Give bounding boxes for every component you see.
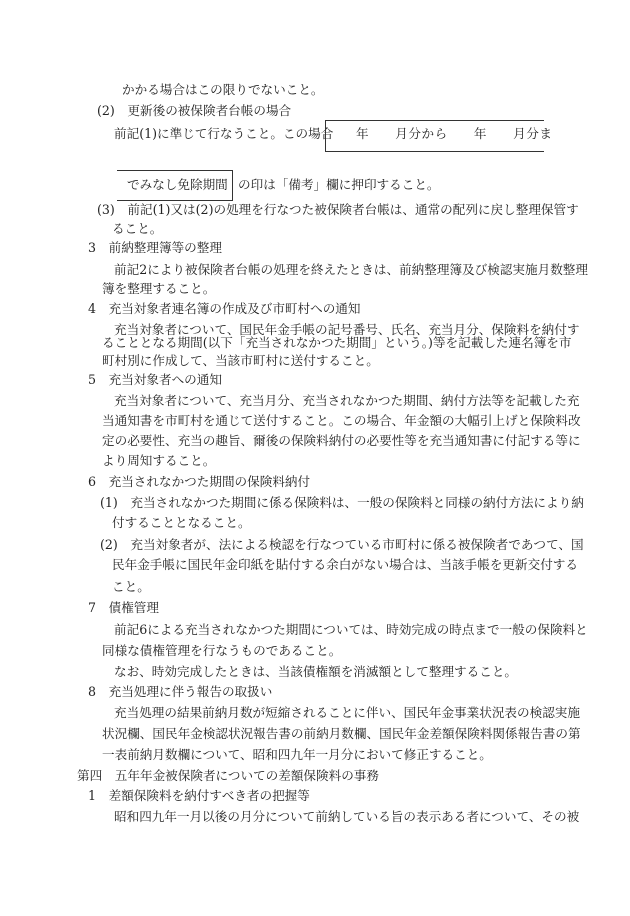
paragraph-line: こと。 [112, 579, 150, 594]
chapter-heading: 第四 五年年金被保険者についての差額保険料の事務 [77, 768, 379, 783]
paragraph-line: 前記2により被保険者台帳の処理を終えたときは、前納整理簿及び検認実施月数整理 [114, 262, 588, 277]
paragraph-line: 簿を整理すること。 [102, 281, 216, 296]
paragraph-line: (1) 充当されなかつた期間に係る保険料は、一般の保険料と同様の納付方法により納 [100, 495, 584, 510]
paragraph-line: 同様な債権管理を行なうものであること。 [102, 643, 342, 658]
section-heading: 5 充当対象者への通知 [88, 372, 222, 387]
stamp-box-text: 年 月分から 年 月分ま [356, 126, 553, 141]
section-heading: 6 充当されなかつた期間の保険料納付 [88, 474, 311, 489]
paragraph-line: 充当処理の結果前納月数が短縮されることに伴い、国民年金事業状況表の検認実施 [114, 705, 580, 720]
paragraph-line: 前記6による充当されなかつた期間については、時効完成の時点まで一般の保険料と [114, 622, 588, 637]
section-heading: 1 差額保険料を納付すべき者の把握等 [88, 788, 310, 803]
paragraph-line: 民年金手帳に国民年金印紙を貼付する余白がない場合は、当該手帳を更新交付する [112, 557, 578, 572]
paragraph-line: ることとなる期間(以下「充当されなかつた期間」という。)等を記載した連名簿を市 [102, 335, 572, 350]
subsection-heading: (2) 更新後の被保険者台帳の場合 [97, 103, 292, 118]
section-heading: 4 充当対象者連名簿の作成及び市町村への通知 [88, 301, 361, 316]
paragraph-line: 一表前納月数欄について、昭和四九年一月分において修正すること。 [102, 747, 492, 762]
paragraph-line: なお、時効完成したときは、当該債権額を消滅額として整理すること。 [114, 664, 517, 679]
paragraph-line: かかる場合はこの限りでないこと。 [122, 82, 324, 97]
paragraph-line: 充当対象者について、国民年金手帳の記号番号、氏名、充当月分、保険料を納付す [114, 322, 580, 337]
paragraph-line: 状況欄、国民年金検認状況報告書の前納月数欄、国民年金差額保険料関係報告書の第 [102, 726, 581, 741]
stamp-box-text: でみなし免除期間 [127, 177, 228, 192]
paragraph-line: 昭和四九年一月以後の月分について前納している旨の表示ある者について、その被 [114, 809, 580, 824]
paragraph-line: 前記(1)に準じて行なうこと。この場合 [114, 126, 334, 141]
paragraph-line: 町村別に作成して、当該市町村に送付すること。 [102, 353, 379, 368]
section-heading: 8 充当処理に伴う報告の取扱い [88, 684, 273, 699]
paragraph-line: より周知すること。 [102, 453, 216, 468]
paragraph-line: 定の必要性、充当の趣旨、爾後の保険料納付の必要性等を充当通知書に付記する等に [102, 433, 581, 448]
section-heading: 3 前納整理簿等の整理 [88, 240, 222, 255]
paragraph-line: (3) 前記(1)又は(2)の処理を行なつた被保険者台帳は、通常の配列に戻し整理保管す [97, 202, 579, 217]
paragraph-line: 当通知書を市町村を通じて送付すること。この場合、年金額の大幅引上げと保険料改 [102, 413, 581, 428]
paragraph-line: の印は「備考」欄に押印すること。 [238, 177, 440, 192]
paragraph-line: (2) 充当対象者が、法による検認を行なつている市町村に係る被保険者であつて、国 [100, 537, 584, 552]
section-heading: 7 債権管理 [88, 600, 159, 615]
paragraph-line: 付することとなること。 [112, 515, 251, 530]
paragraph-line: ること。 [112, 221, 163, 236]
paragraph-line: 充当対象者について、充当月分、充当されなかつた期間、納付方法等を記載した充 [114, 393, 580, 408]
